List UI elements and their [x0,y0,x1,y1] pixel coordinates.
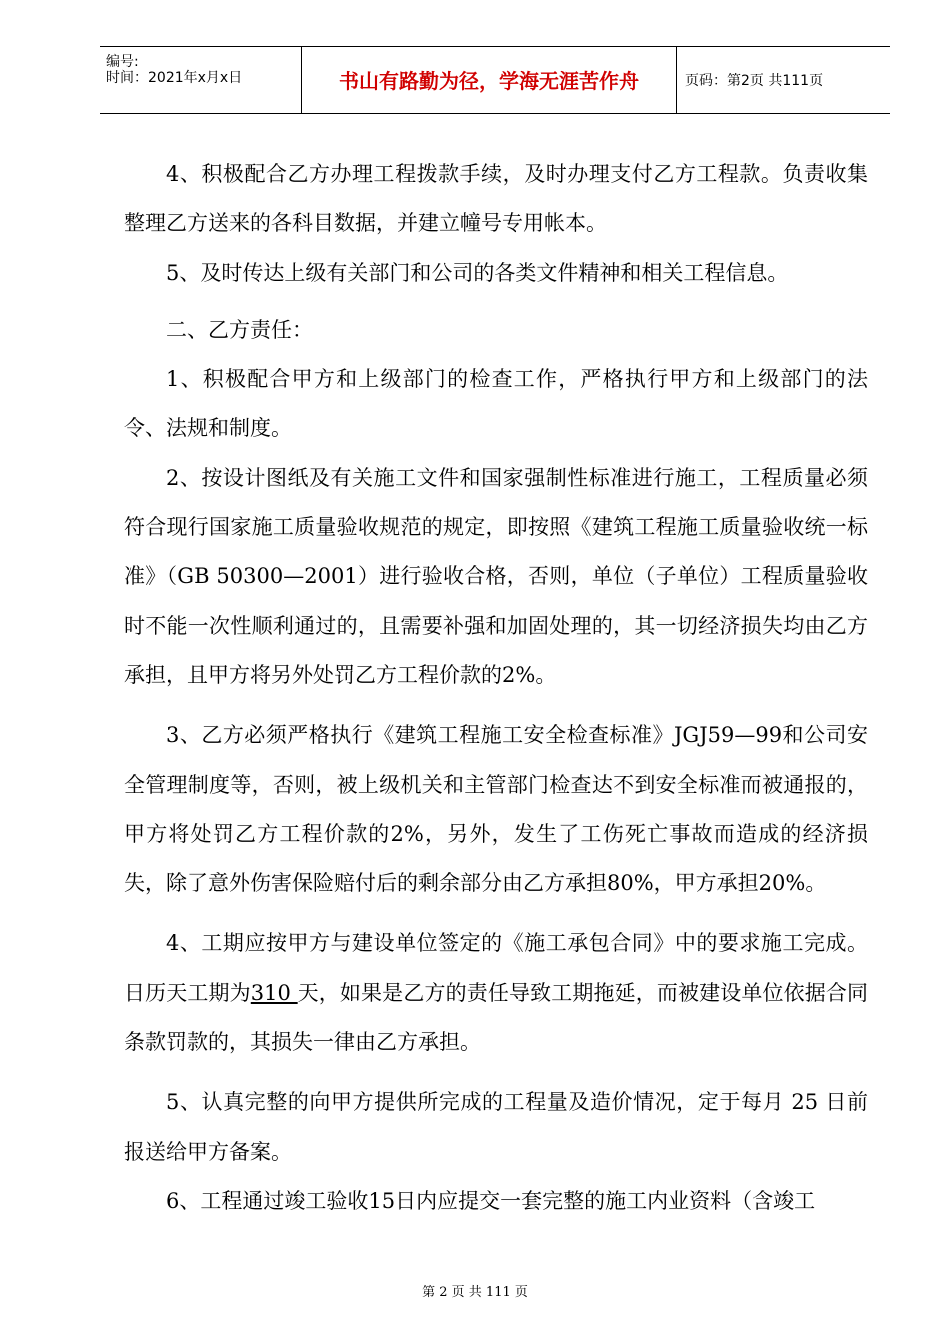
header-page-cell [677,47,890,113]
section-heading: 二、乙方责任： [166,317,313,342]
header-slogan: 书山有路勤为径，学海无涯苦作舟 [339,69,639,93]
paragraph: 4、积极配合乙方办理工程拨款手续，及时办理支付乙方工程款。负责收集整理乙方送来的各科目数据，并建立幢号专用帐本。 [124,162,868,236]
paragraph-text: 4、工期应按甲方与建设单位签定的《施工承包合同》中的要求施工完成。日历天工期为 [124,931,868,1005]
construction-days-value: 310 [250,980,298,1005]
document-number-label: 编号: [106,54,139,70]
paragraph: 3、乙方必须严格执行《建筑工程施工安全检查标准》JGJ59—99和公司安全管理制度等，否则，被上级机关和主管部门检查达不到安全标准而被通报的，甲方将处罚乙方工程价款的2%，另外，发生了工伤死亡事故而造成的经济损失，除了意外伤害保险赔付后的剩余部分由乙方承担80%，甲方承担20%。 [124,723,868,896]
header-slogan-cell [302,47,677,113]
document-body [124,150,868,1226]
paragraph: 1、积极配合甲方和上级部门的检查工作，严格执行甲方和上级部门的法令、法规和制度。 [124,367,868,441]
paragraph: 6、工程通过竣工验收15日内应提交一套完整的施工内业资料（含竣工 [166,1188,816,1213]
header-page-info: 页码：第2页 共111页 [685,73,824,89]
paragraph: 5、及时传达上级有关部门和公司的各类文件精神和相关工程信息。 [166,260,789,285]
paragraph: 2、按设计图纸及有关施工文件和国家强制性标准进行施工，工程质量必须符合现行国家施工质量验收规范的规定，即按照《建筑工程施工质量验收统一标准》（GB 50300—2001）进行验收合格，否则，单位（子单位）工程质量验收时不能一次性顺利通过的，且需要补强和加固处理的，其一切经济损失均由乙方承担，且甲方将另外处罚乙方工程价款的2%。 [124,465,868,687]
document-header [100,46,890,114]
document-time-label: 时间：2021年x月x日 [106,70,243,86]
paragraph [124,919,868,1067]
paragraph: 5、认真完整的向甲方提供所完成的工程量及造价情况，定于每月 25 日前报送给甲方备案。 [124,1090,868,1164]
paragraph-text: 天，如果是乙方的责任导致工期拖延，而被建设单位依据合同条款罚款的，其损失一律由乙方承担。 [124,980,869,1055]
header-meta-cell [100,47,302,113]
page-footer: 第 2 页 共 111 页 [422,1285,528,1300]
